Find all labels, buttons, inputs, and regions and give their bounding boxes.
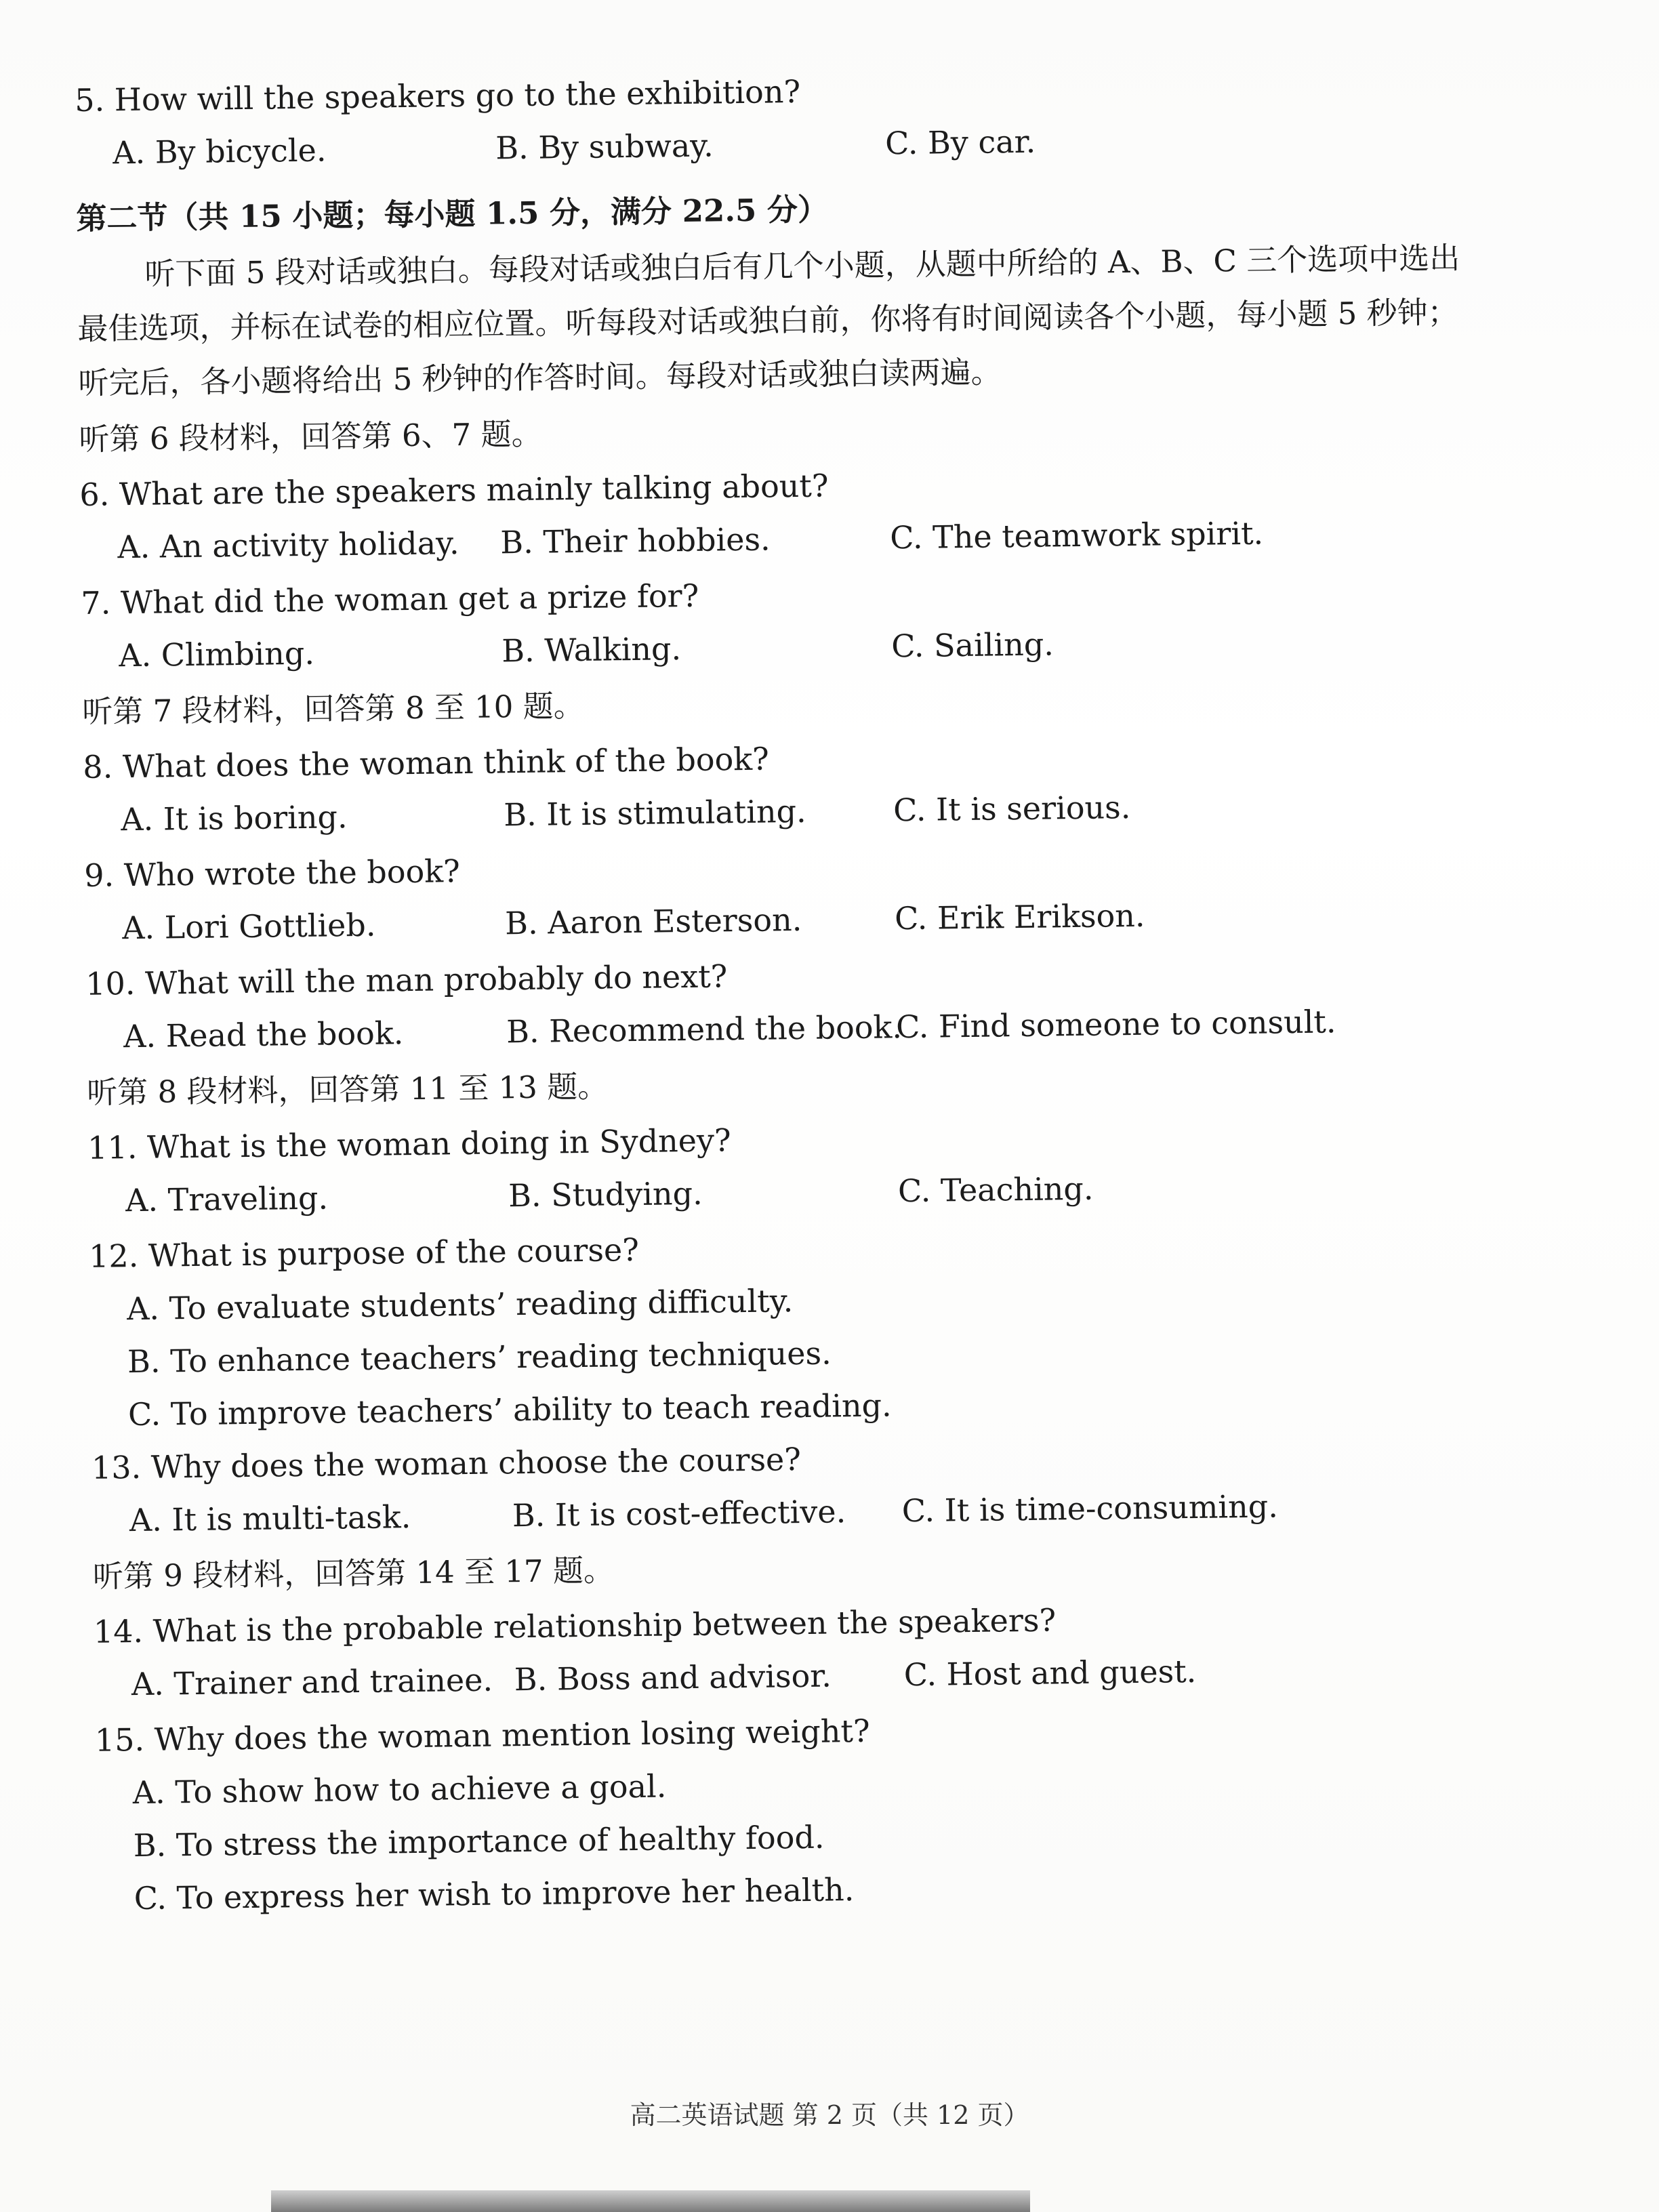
scan-edge-shadow — [271, 2190, 1030, 2212]
question-11: 11. What is the woman doing in Sydney? — [87, 1122, 731, 1166]
option-a: A. Lori Gottlieb. — [121, 906, 376, 947]
page-footer: 高二英语试题 第 2 页（共 12 页） — [630, 2100, 1029, 2130]
option-c: C. It is serious. — [893, 789, 1131, 829]
question-8: 8. What does the woman think of the book? — [83, 740, 770, 785]
option-c: C. To improve teachers’ ability to teach reading. — [127, 1387, 892, 1433]
option-a: A. By bicycle. — [112, 131, 327, 171]
option-a: A. Read the book. — [123, 1015, 404, 1055]
option-c: C. The teamwork spirit. — [889, 514, 1264, 556]
question-6-options — [80, 511, 1511, 567]
option-b: B. Aaron Esterson. — [504, 901, 802, 942]
question-14-options — [94, 1648, 1525, 1704]
option-c: C. Teaching. — [897, 1170, 1094, 1210]
question-5: 5. How will the speakers go to the exhibition? — [75, 73, 801, 119]
question-11-options — [88, 1164, 1519, 1220]
material-lead-6: 听第 6 段材料，回答第 6、7 题。 — [79, 415, 542, 457]
question-9: 9. Who wrote the book? — [83, 853, 461, 894]
option-c: C. Sailing. — [890, 626, 1054, 665]
option-c: C. Find someone to consult. — [895, 1003, 1336, 1046]
question-10-options — [86, 1000, 1517, 1056]
option-a: A. Traveling. — [125, 1179, 329, 1219]
question-12: 12. What is purpose of the course? — [88, 1231, 640, 1275]
option-b: B. By subway. — [495, 127, 714, 167]
question-8-options — [83, 783, 1514, 839]
question-9-options — [85, 892, 1515, 947]
material-lead-9: 听第 9 段材料，回答第 14 至 17 题。 — [92, 1552, 615, 1595]
question-13: 13. Why does the woman choose the course? — [91, 1441, 802, 1486]
question-7: 7. What did the woman get a prize for? — [81, 577, 699, 621]
section-heading: 第二节（共 15 小题；每小题 1.5 分，满分 22.5 分） — [76, 191, 829, 237]
option-a: A. Climbing. — [119, 634, 315, 674]
question-14: 14. What is the probable relationship between the speakers? — [93, 1601, 1057, 1650]
option-b: B. Their hobbies. — [500, 520, 771, 561]
option-c: C. To express her wish to improve her health. — [134, 1871, 855, 1917]
question-10: 10. What will the man probably do next? — [85, 958, 728, 1002]
option-c: C. By car. — [884, 123, 1036, 162]
option-b: B. Walking. — [501, 630, 682, 670]
option-c: C. It is time-consuming. — [901, 1488, 1279, 1530]
option-a: A. To show how to achieve a goal. — [132, 1767, 667, 1811]
section-instructions: 听下面 5 段对话或独白。每段对话或独白后有几个小题，从题中所给的 A、B、C 三个选项中选出最佳选项，并标在试卷的相应位置。听每段对话或独白前，你将有时间阅读各个小题，每小题 5 秒钟；听完后，各小题将给出 5 秒钟的作答时间。每段对话或独白读两遍。 — [77, 240, 1460, 401]
option-b: B. Recommend the book. — [506, 1008, 903, 1050]
option-b: B. It is stimulating. — [503, 792, 806, 834]
option-b: B. Studying. — [508, 1174, 703, 1214]
option-b: B. It is cost-effective. — [512, 1493, 846, 1534]
option-c: C. Host and guest. — [903, 1652, 1197, 1694]
question-15: 15. Why does the woman mention losing weight? — [94, 1712, 870, 1759]
material-lead-8: 听第 8 段材料，回答第 11 至 13 题。 — [86, 1068, 609, 1111]
question-6: 6. What are the speakers mainly talking about? — [79, 467, 829, 513]
question-5-options — [75, 117, 1506, 172]
question-13-options — [92, 1484, 1523, 1540]
option-c: C. Erik Erikson. — [894, 897, 1145, 937]
option-b: B. To enhance teachers’ reading techniques. — [127, 1334, 832, 1380]
option-a: A. To evaluate students’ reading difficulty. — [126, 1282, 794, 1328]
option-a: A. An activity holiday. — [117, 525, 459, 566]
option-a: A. It is boring. — [120, 798, 348, 838]
option-a: A. It is multi-task. — [129, 1498, 411, 1539]
material-lead-7: 听第 7 段材料，回答第 8 至 10 题。 — [82, 687, 584, 730]
option-b: B. Boss and advisor. — [514, 1657, 832, 1698]
page-content — [75, 64, 1527, 1933]
option-b: B. To stress the importance of healthy food. — [133, 1818, 825, 1864]
question-7-options — [81, 619, 1512, 675]
option-a: A. Trainer and trainee. — [131, 1661, 493, 1703]
